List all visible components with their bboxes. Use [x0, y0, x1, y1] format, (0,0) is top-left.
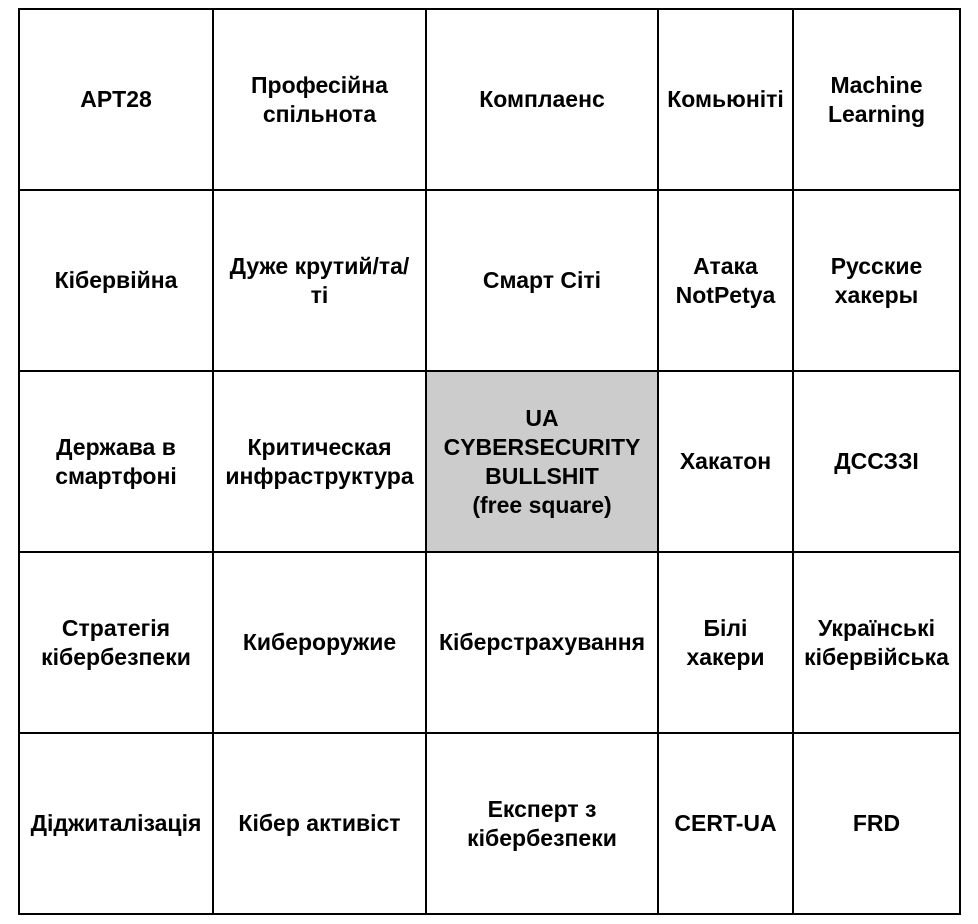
bingo-cell: [213, 371, 426, 552]
board-row: [19, 190, 960, 371]
bingo-cell: [19, 733, 213, 914]
bingo-cell: [793, 733, 960, 914]
cell-label: Дуже крутий/та/ ті: [229, 252, 410, 308]
cell-label: Хакатон: [679, 448, 772, 474]
board-row: [19, 9, 960, 190]
cell-label: Українські кібервійська: [804, 614, 949, 670]
bingo-cell: [19, 9, 213, 190]
board-row: [19, 371, 960, 552]
bingo-cell: [658, 552, 793, 733]
bingo-cell: [426, 552, 658, 733]
bingo-cell: [658, 371, 793, 552]
bingo-cell: [658, 9, 793, 190]
cell-label: CERT-UA: [674, 810, 777, 836]
cell-label: Кіберстрахування: [438, 629, 646, 655]
bingo-cell: [213, 9, 426, 190]
bingo-cell: [658, 733, 793, 914]
cell-label: Комьюніті: [667, 86, 784, 112]
bingo-cell: [213, 733, 426, 914]
cell-label: Експерт з кібербезпеки: [467, 795, 617, 851]
cell-label: Смарт Сіті: [482, 267, 602, 293]
cell-label: Machine Learning: [827, 71, 926, 127]
bingo-cell: [19, 371, 213, 552]
bingo-cell: [793, 9, 960, 190]
free-square-label: UA CYBERSECURITY BULLSHIT (free square): [443, 404, 641, 518]
cell-label: Атака NotPetya: [675, 252, 776, 308]
cell-label: Діджиталізація: [30, 810, 202, 836]
bingo-cell: [426, 190, 658, 371]
bingo-cell: [793, 552, 960, 733]
cell-label: Держава в смартфоні: [55, 433, 177, 489]
free-square-cell: [426, 371, 658, 552]
bingo-cell: [19, 190, 213, 371]
bingo-cell: [793, 371, 960, 552]
cell-label: Білі хакери: [686, 614, 765, 670]
cell-label: Критическая инфраструктура: [225, 433, 414, 489]
cell-label: Комплаенс: [479, 86, 605, 112]
cell-label: Кібер активіст: [238, 810, 401, 836]
cell-label: Русские хакеры: [830, 252, 923, 308]
bingo-cell: [213, 552, 426, 733]
bingo-board: [18, 8, 961, 915]
cell-label: Професійна спільнота: [251, 71, 388, 127]
cell-label: APT28: [80, 86, 152, 112]
cell-label: Кибероружие: [242, 629, 397, 655]
board-row: [19, 552, 960, 733]
cell-label: Кібервійна: [54, 267, 178, 293]
bingo-cell: [658, 190, 793, 371]
cell-label: ДССЗЗІ: [834, 448, 919, 474]
bingo-cell: [213, 190, 426, 371]
bingo-cell: [793, 190, 960, 371]
bingo-cell: [426, 9, 658, 190]
board-row: [19, 733, 960, 914]
bingo-cell: [19, 552, 213, 733]
bingo-cell: [426, 733, 658, 914]
cell-label: Стратегія кібербезпеки: [41, 614, 191, 670]
cell-label: FRD: [852, 810, 901, 836]
